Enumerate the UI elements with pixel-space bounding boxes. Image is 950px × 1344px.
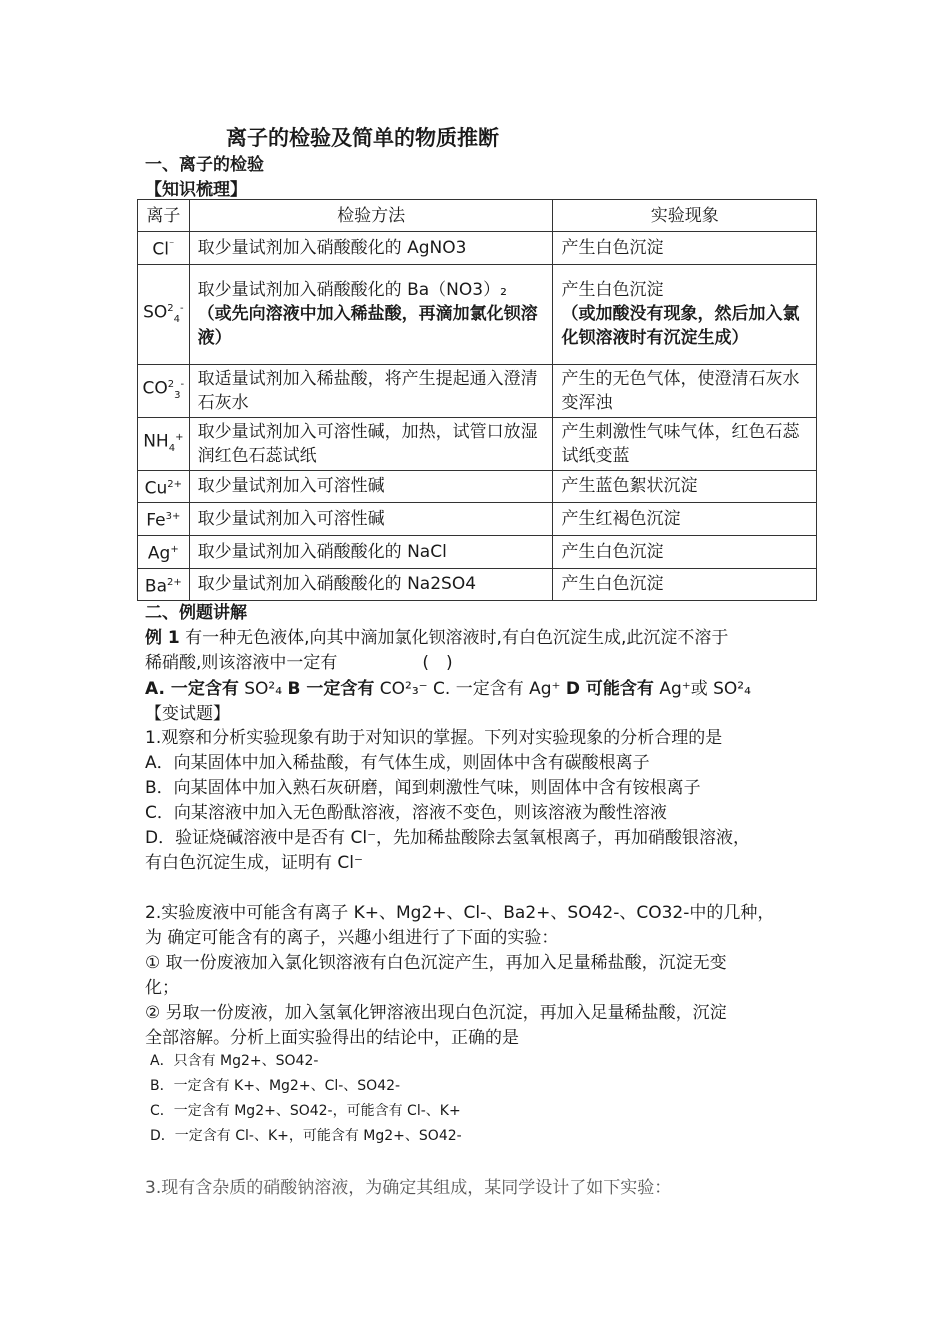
q2-option-c: C．一定含有 Mg2+、SO42-，可能含有 Cl-、K+ bbox=[150, 1103, 461, 1119]
result-cell: 产生白色沉淀 bbox=[553, 232, 817, 265]
method-cell: 取少量试剂加入硝酸酸化的 Na2SO4 bbox=[189, 568, 553, 601]
table-row bbox=[138, 232, 817, 265]
q3-stem: 3.现有含杂质的硝酸钠溶液，为确定其组成，某同学设计了如下实验： bbox=[145, 1178, 672, 1198]
result-cell: 产生蓝色絮状沉淀 bbox=[553, 470, 817, 503]
method-cell: 取少量试剂加入硝酸酸化的 NaCl bbox=[189, 535, 553, 568]
knowledge-summary-label: 【知识梳理】 bbox=[145, 180, 247, 200]
section-heading-examples: 二、例题讲解 bbox=[145, 603, 247, 623]
table-header-row bbox=[138, 200, 817, 232]
method-cell: 取少量试剂加入可溶性碱 bbox=[189, 470, 553, 503]
ion-cell: Cl⁻ bbox=[138, 232, 190, 265]
table-row bbox=[138, 568, 817, 601]
ion-cell: $Fe^{3+}$ bbox=[138, 503, 190, 536]
header-ion: 离子 bbox=[138, 200, 190, 232]
q1-option-b: B．向某固体中加入熟石灰研磨，闻到刺激性气味，则固体中含有铵根离子 bbox=[145, 778, 701, 798]
result-cell: 产生白色沉淀 bbox=[553, 535, 817, 568]
ion-test-table bbox=[137, 199, 817, 601]
method-cell: 取少量试剂加入可溶性碱，加热，试管口放湿润红色石蕊试纸 bbox=[189, 417, 553, 470]
ion-cell: $NH_4^+$ bbox=[138, 417, 190, 470]
example1-options: A. 一定含有 SO²₄ B 一定含有 CO²₃⁻ C. 一定含有 Ag⁺ D 可能含有 Ag⁺或 SO²₄ bbox=[145, 679, 751, 699]
table-row bbox=[138, 417, 817, 470]
result-cell: 产生的无色气体，使澄清石灰水变浑浊 bbox=[553, 364, 817, 417]
page-title: 离子的检验及简单的物质推断 bbox=[226, 126, 499, 150]
header-result: 实验现象 bbox=[553, 200, 817, 232]
variant-heading: 【变试题】 bbox=[145, 704, 230, 724]
method-cell: 取少量试剂加入可溶性碱 bbox=[189, 503, 553, 536]
q2-option-d: D．一定含有 Cl-、K+，可能含有 Mg2+、SO42- bbox=[150, 1128, 462, 1144]
q2-step1-line1: ① 取一份废液加入氯化钡溶液有白色沉淀产生，再加入足量稀盐酸，沉淀无变 bbox=[145, 953, 727, 973]
example1-stem-line1: 例 1 有一种无色液体,向其中滴加氯化钡溶液时,有白色沉淀生成,此沉淀不溶于 bbox=[145, 628, 729, 648]
q1-option-c: C．向某溶液中加入无色酚酞溶液，溶液不变色，则该溶液为酸性溶液 bbox=[145, 803, 667, 823]
table-row bbox=[138, 364, 817, 417]
table-row bbox=[138, 503, 817, 536]
section-heading-ion-test: 一、离子的检验 bbox=[145, 155, 264, 175]
ion-cell: $Ba^{2+}$ bbox=[138, 568, 190, 601]
ion-cell: $SO^2_4^-$ bbox=[138, 264, 190, 364]
q2-option-a: A．只含有 Mg2+、SO42- bbox=[150, 1053, 319, 1069]
method-cell: 取少量试剂加入硝酸酸化的 Ba（NO3）₂ （或先向溶液中加入稀盐酸，再滴加氯化钡溶液） bbox=[189, 264, 553, 364]
ion-cell: Ag+ bbox=[138, 535, 190, 568]
table-row bbox=[138, 264, 817, 364]
q1-option-a: A．向某固体中加入稀盐酸，有气体生成，则固体中含有碳酸根离子 bbox=[145, 753, 650, 773]
result-cell: 产生白色沉淀 （或加酸没有现象，然后加入氯化钡溶液时有沉淀生成） bbox=[553, 264, 817, 364]
example1-stem-line2: 稀硝酸,则该溶液中一定有 ( ) bbox=[145, 653, 453, 673]
header-method: 检验方法 bbox=[189, 200, 553, 232]
result-cell: 产生刺激性气味气体，红色石蕊试纸变蓝 bbox=[553, 417, 817, 470]
table-row bbox=[138, 470, 817, 503]
q2-stem-line2: 为 确定可能含有的离子，兴趣小组进行了下面的实验： bbox=[145, 928, 559, 948]
q1-stem: 1.观察和分析实验现象有助于对知识的掌握。下列对实验现象的分析合理的是 bbox=[145, 728, 723, 748]
result-cell: 产生红褐色沉淀 bbox=[553, 503, 817, 536]
q2-option-b: B．一定含有 K+、Mg2+、Cl-、SO42- bbox=[150, 1078, 401, 1094]
result-cell: 产生白色沉淀 bbox=[553, 568, 817, 601]
method-cell: 取少量试剂加入硝酸酸化的 AgNO3 bbox=[189, 232, 553, 265]
q2-step2-line2: 全部溶解。分析上面实验得出的结论中，正确的是 bbox=[145, 1028, 519, 1048]
table-row bbox=[138, 535, 817, 568]
q2-step2-line1: ② 另取一份废液，加入氢氧化钾溶液出现白色沉淀，再加入足量稀盐酸，沉淀 bbox=[145, 1003, 727, 1023]
ion-cell: $Cu^{2+}$ bbox=[138, 470, 190, 503]
q2-stem-line1: 2.实验废液中可能含有离子 K+、Mg2+、Cl-、Ba2+、SO42-、CO32-中的几种， bbox=[145, 903, 775, 923]
q1-option-d-line2: 有白色沉淀生成，证明有 Cl⁻ bbox=[145, 853, 363, 873]
method-cell: 取适量试剂加入稀盐酸，将产生提起通入澄清石灰水 bbox=[189, 364, 553, 417]
q2-step1-line2: 化； bbox=[145, 978, 179, 998]
q1-option-d-line1: D．验证烧碱溶液中是否有 Cl⁻，先加稀盐酸除去氢氧根离子，再加硝酸银溶液， bbox=[145, 828, 751, 848]
ion-cell: $CO^2_3^-$ bbox=[138, 364, 190, 417]
